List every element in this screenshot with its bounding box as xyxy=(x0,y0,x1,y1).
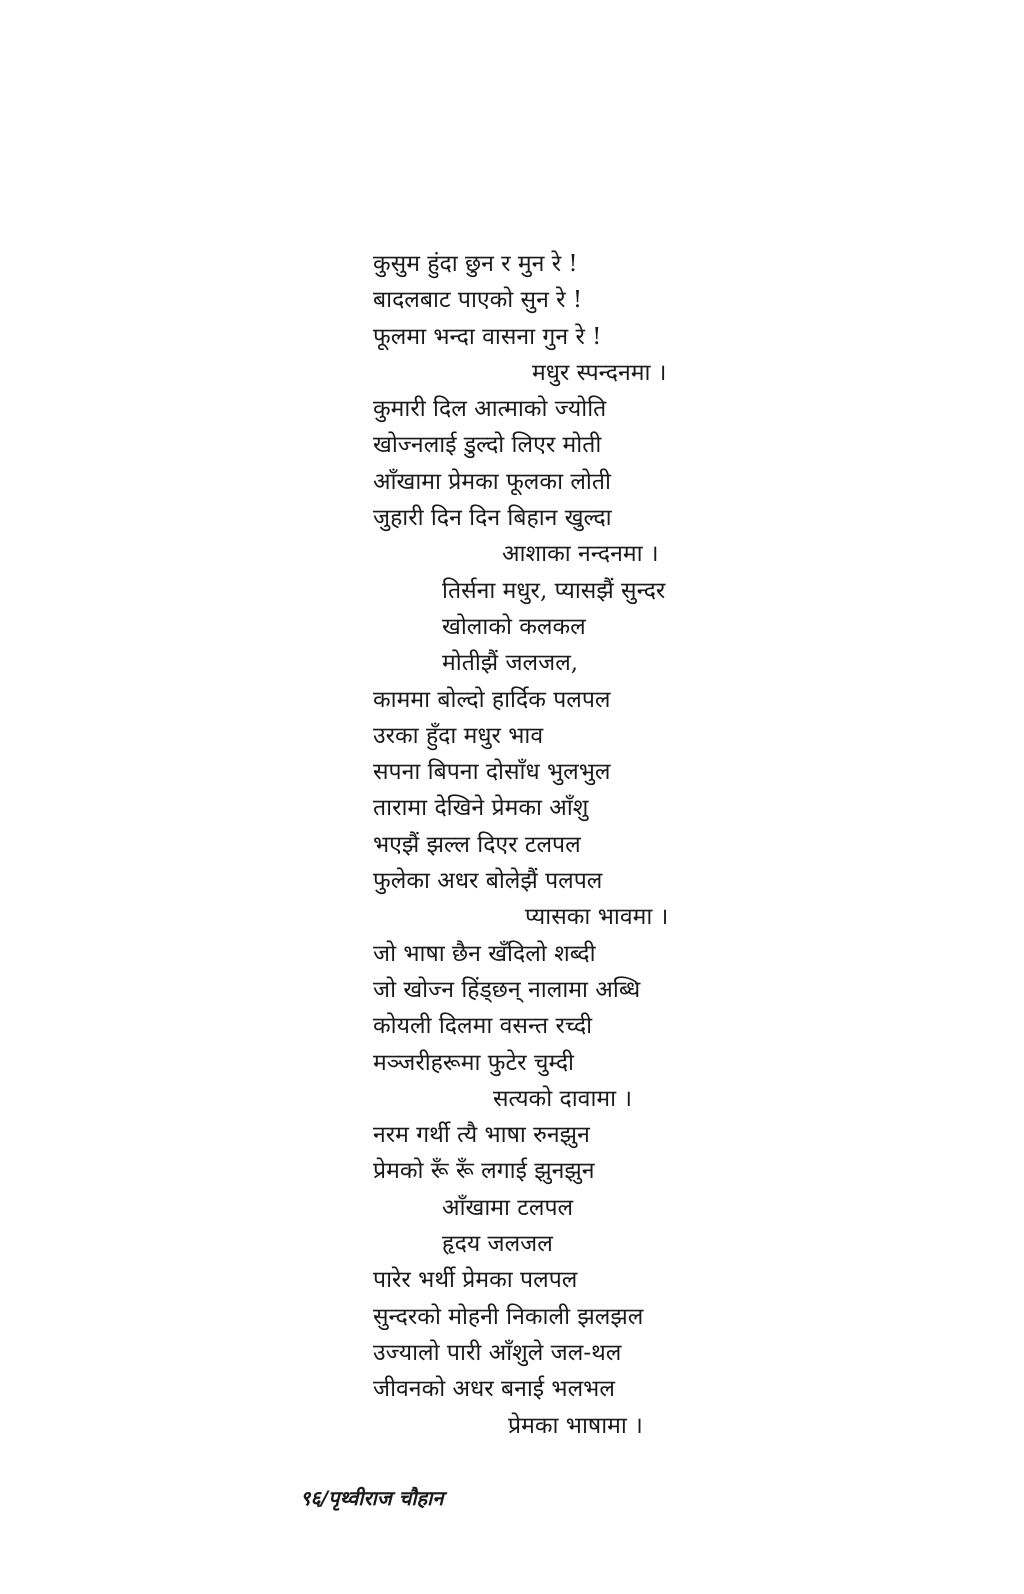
poem-line: आँखामा प्रेमका फूलका लोती xyxy=(373,468,611,495)
poem-line: मञ्जरीहरूमा फुटेर चुम्दी xyxy=(373,1049,575,1076)
poem-line: पारेर भर्थी प्रेमका पलपल xyxy=(373,1267,578,1294)
poem-line: जुहारी दिन दिन बिहान खुल्दा xyxy=(373,505,612,532)
poem-line: जीवनको अधर बनाई भलभल xyxy=(373,1376,615,1403)
poem xyxy=(0,246,1024,1444)
poem-refrain: आशाका नन्दनमा । xyxy=(502,541,659,568)
poem-line: फुलेका अधर बोलेझैं पलपल xyxy=(373,868,603,895)
poem-line-indented: तिर्सना मधुर, प्यासझैं सुन्दर xyxy=(442,577,666,604)
poem-line: जो भाषा छैन खँदिलो शब्दी xyxy=(373,940,596,967)
poem-line: सुन्दरको मोहनी निकाली झलझल xyxy=(373,1303,644,1330)
poem-refrain: प्रेमका भाषामा । xyxy=(508,1412,643,1439)
poem-line: उरका हुँदा मधुर भाव xyxy=(373,722,544,749)
poem-line-indented: खोलाको कलकल xyxy=(442,613,586,640)
poem-line: कुमारी दिल आत्माको ज्योति xyxy=(373,396,607,423)
poem-line: सपना बिपना दोसाँध भुलभुल xyxy=(373,759,611,786)
poem-line-indented: आँखामा टलपल xyxy=(442,1194,574,1221)
poem-line: कुसुम हुंदा छुन र मुन रे ! xyxy=(373,251,578,277)
poem-line: प्रेमको रूँ रूँ लगाई झुनझुन xyxy=(373,1158,595,1185)
poem-line: नरम गर्थी त्यै भाषा रुनझुन xyxy=(373,1122,590,1149)
poem-line-indented: हृदय जलजल xyxy=(442,1231,553,1258)
poem-line: काममा बोल्दो हार्दिक पलपल xyxy=(373,686,611,713)
poem-line: खोज्नलाई डुल्दो लिएर मोती xyxy=(373,432,602,459)
poem-line: जो खोज्न हिंड्छन् नालामा अब्धि xyxy=(373,976,641,1003)
poem-line: तारामा देखिने प्रेमका आँशु xyxy=(373,795,589,822)
poem-line: कोयली दिलमा वसन्त रच्दी xyxy=(373,1013,593,1040)
poem-refrain: मधुर स्पन्दनमा । xyxy=(532,359,667,386)
poem-line: भएझैं झल्ल दिएर टलपल xyxy=(373,831,581,858)
poem-line: बादलबाट पाएको सुन रे ! xyxy=(373,287,583,314)
poem-line: फूलमा भन्दा वासना गुन रे ! xyxy=(373,323,602,350)
poem-refrain: सत्यको दावामा । xyxy=(493,1085,633,1112)
poem-refrain: प्यासका भावमा । xyxy=(525,904,669,931)
poem-line: उज्यालो पारी आँशुले जल-थल xyxy=(373,1339,622,1366)
page-footer: ९६/पृथ्वीराज चौहान xyxy=(300,1486,444,1510)
poem-line-indented: मोतीझैं जलजल, xyxy=(442,650,579,677)
